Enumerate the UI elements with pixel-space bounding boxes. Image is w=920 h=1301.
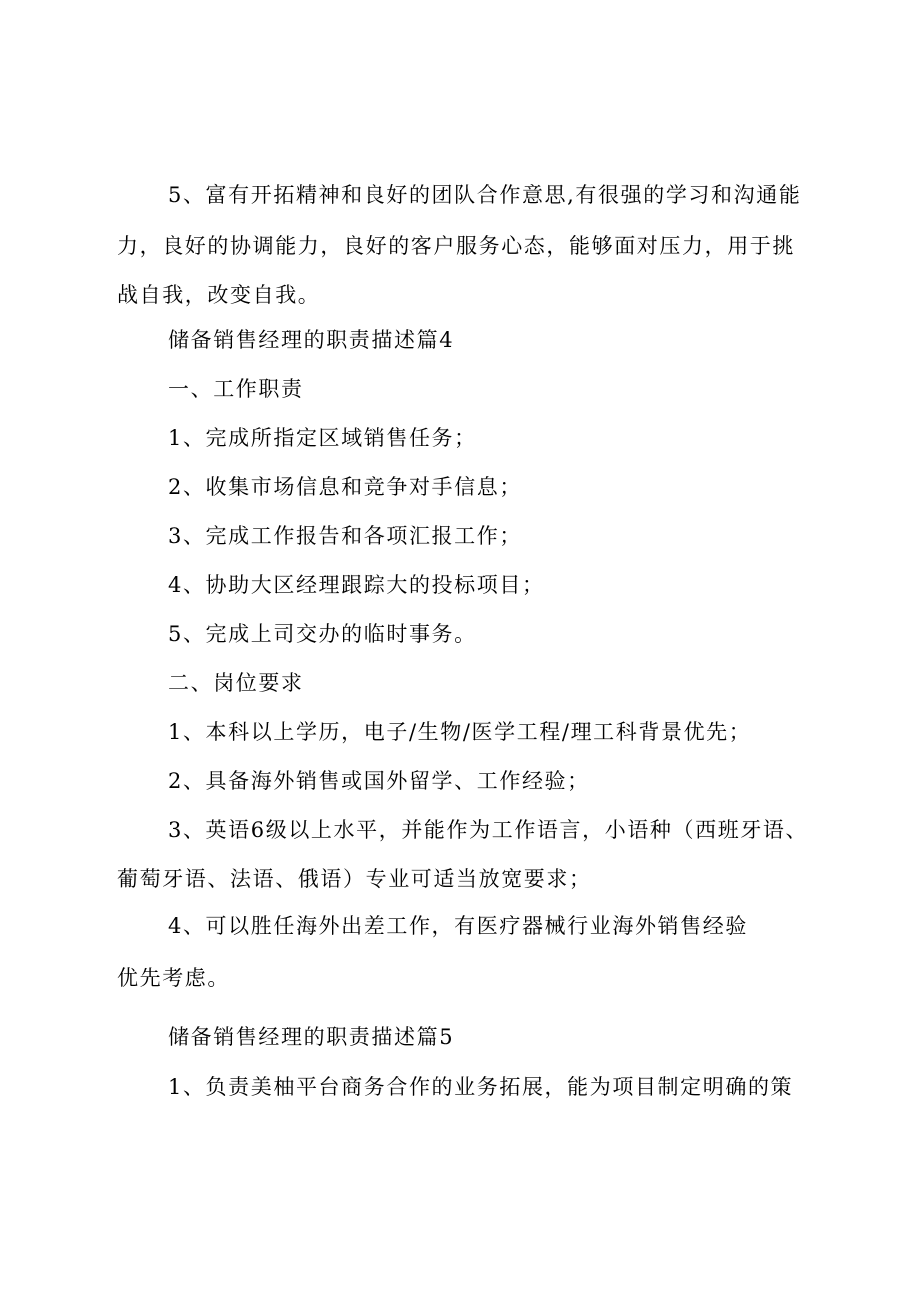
list-item: 1、负责美柚平台商务合作的业务拓展，能为项目制定明确的策: [168, 1075, 794, 1099]
paragraph-line: 5、富有开拓精神和良好的团队合作意思,有很强的学习和沟通能: [168, 183, 802, 207]
list-item: 4、协助大区经理跟踪大的投标项目；: [168, 573, 545, 597]
list-item: 3、英语6级以上水平，并能作为工作语言，小语种（西班牙语、: [168, 818, 809, 842]
paragraph-line: 力，良好的协调能力，良好的客户服务心态，能够面对压力，用于挑: [117, 234, 795, 258]
section-heading: 储备销售经理的职责描述篇5: [168, 1025, 455, 1049]
list-item: 2、收集市场信息和竞争对手信息；: [168, 475, 522, 499]
section-heading: 储备销售经理的职责描述篇4: [168, 328, 455, 352]
list-item: 4、可以胜任海外出差工作，有医疗器械行业海外销售经验: [168, 914, 748, 938]
list-item-continuation: 葡萄牙语、法语、俄语）专业可适当放宽要求；: [117, 867, 592, 891]
paragraph-line: 战自我，改变自我。: [117, 283, 321, 307]
subsection-heading: 一、工作职责: [168, 377, 304, 401]
subsection-heading: 二、岗位要求: [168, 671, 304, 695]
list-item-continuation: 优先考虑。: [117, 966, 230, 990]
list-item: 1、完成所指定区域销售任务；: [168, 426, 477, 450]
list-item: 5、完成上司交办的临时事务。: [168, 622, 477, 646]
list-item: 1、本科以上学历，电子/生物/医学工程/理工科背景优先；: [168, 720, 752, 744]
list-item: 2、具备海外销售或国外留学、工作经验；: [168, 769, 590, 793]
list-item: 3、完成工作报告和各项汇报工作；: [168, 524, 522, 548]
